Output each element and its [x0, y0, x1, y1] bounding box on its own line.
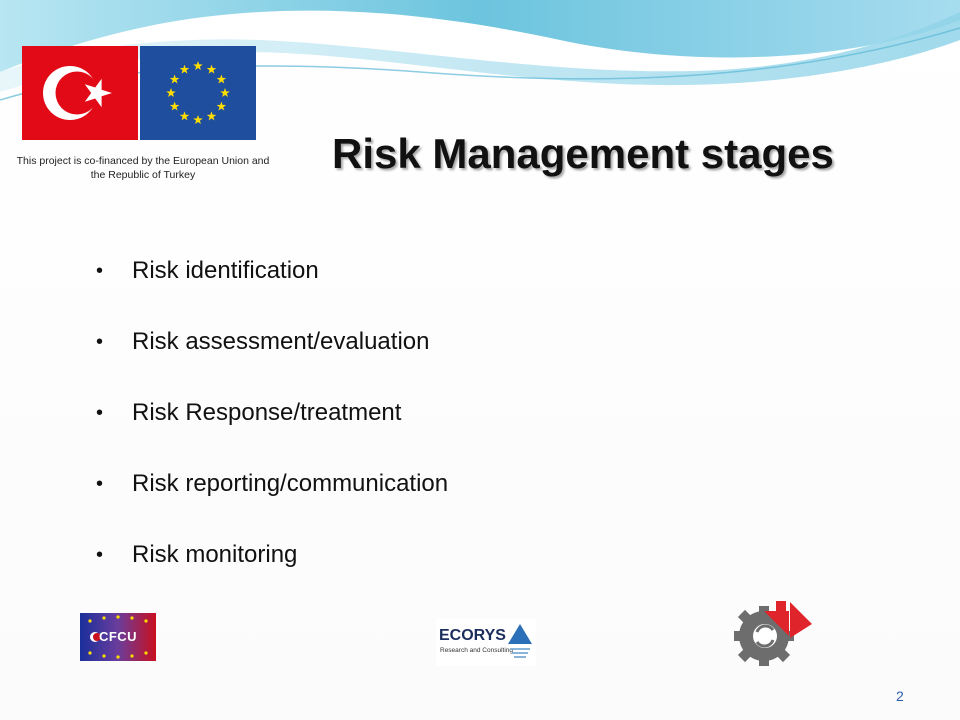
- turkey-flag-icon: [22, 46, 138, 140]
- cfcu-logo: [80, 613, 156, 661]
- bullet-dot-icon: •: [96, 331, 104, 353]
- cfcu-logo-text: CFCU: [98, 629, 138, 644]
- eu-star-icon: [207, 65, 217, 74]
- bullet-dot-icon: •: [96, 544, 104, 566]
- list-item: [96, 252, 448, 323]
- gear-logo-icon: [728, 598, 814, 668]
- bullet-dot-icon: •: [96, 473, 104, 495]
- eu-star-icon: [220, 88, 230, 97]
- eu-star-icon: [217, 102, 227, 111]
- eu-star-icon: [207, 111, 217, 120]
- ecorys-logo-name: ECORYS: [439, 627, 506, 644]
- bullet-dot-icon: •: [96, 260, 104, 282]
- bullet-list: [96, 252, 448, 607]
- eu-flag-icon: [140, 46, 256, 140]
- page-title: Risk Management stages: [332, 130, 834, 177]
- ecorys-logo: [436, 618, 536, 666]
- page-number: 2: [896, 688, 904, 704]
- list-item-text: Risk reporting/communication: [132, 470, 449, 497]
- eu-star-icon: [193, 61, 203, 70]
- cofinance-note: This project is co-financed by the European Union and the Republic of Turkey: [16, 155, 270, 181]
- eu-star-icon: [193, 115, 203, 124]
- eu-star-icon: [217, 75, 227, 84]
- list-item-text: Risk monitoring: [132, 541, 298, 568]
- list-item: [96, 394, 448, 465]
- list-item: [96, 536, 448, 607]
- list-item-text: Risk identification: [132, 257, 319, 284]
- ecorys-logo-tagline: Research and Consulting: [440, 647, 513, 654]
- eu-star-icon: [166, 88, 176, 97]
- bullet-dot-icon: •: [96, 402, 104, 424]
- list-item: [96, 465, 448, 536]
- eu-star-icon: [180, 111, 190, 120]
- list-item-text: Risk Response/treatment: [132, 399, 402, 426]
- ecorys-triangle-icon: [506, 622, 534, 662]
- list-item: [96, 323, 448, 394]
- eu-star-icon: [170, 75, 180, 84]
- eu-star-icon: [170, 102, 180, 111]
- eu-star-icon: [180, 65, 190, 74]
- list-item-text: Risk assessment/evaluation: [132, 328, 430, 355]
